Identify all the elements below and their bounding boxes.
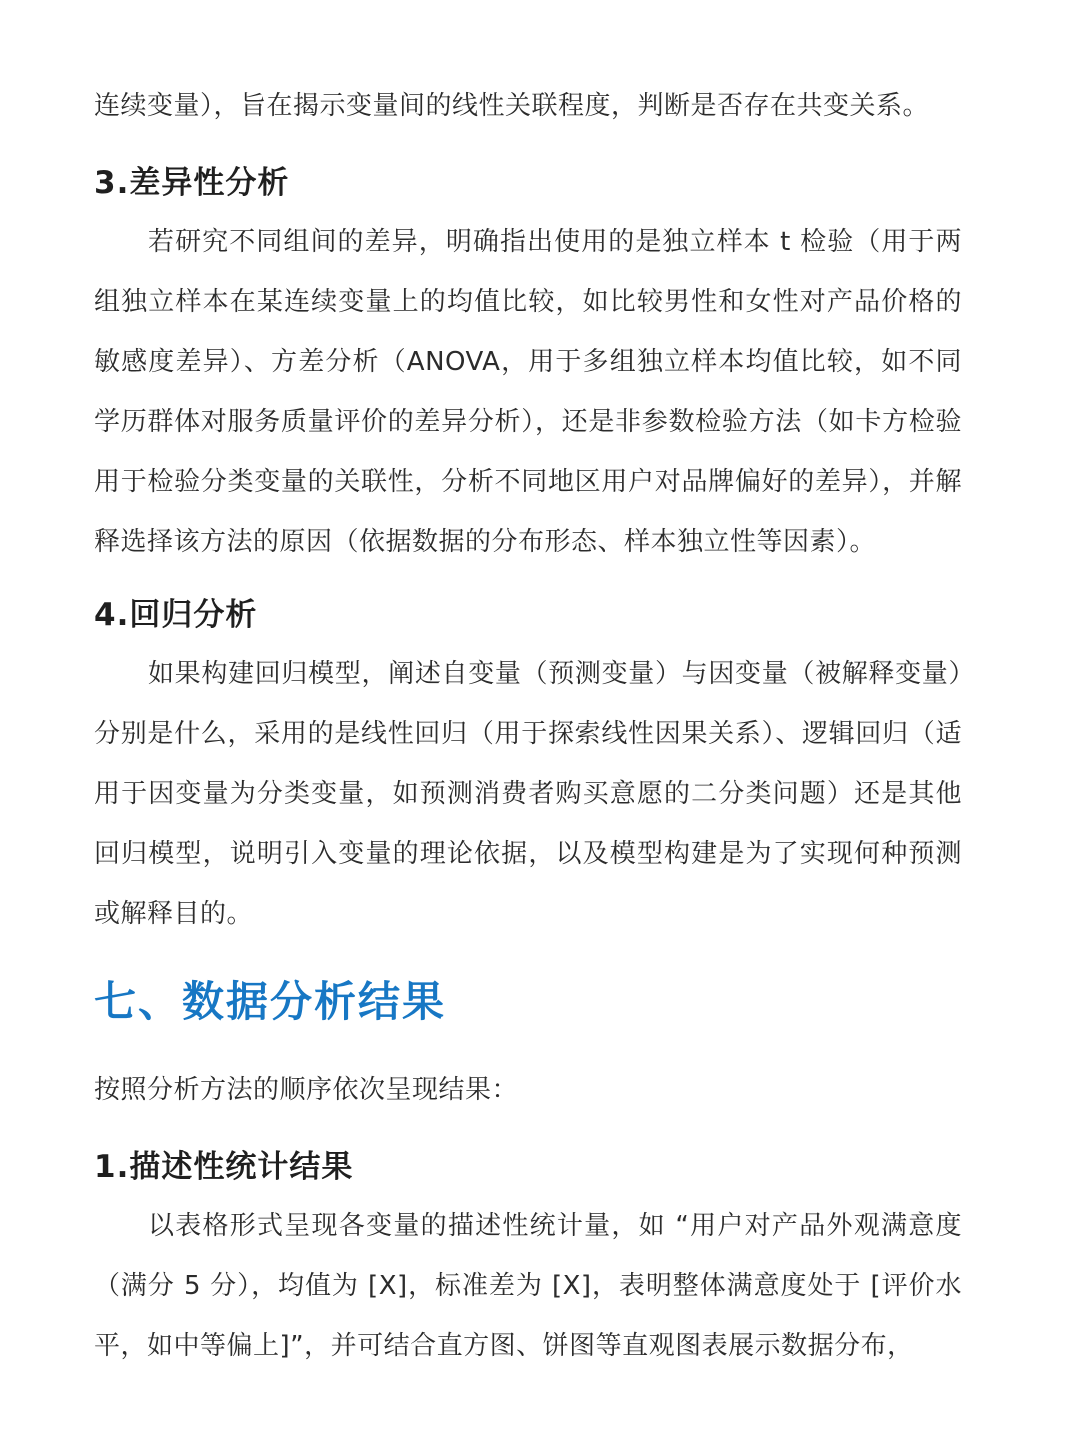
results-section-heading: 七、数据分析结果 [94, 977, 447, 1026]
results-intro-text: 按照分析方法的顺序依次呈现结果： [94, 1075, 519, 1105]
regression-analysis-paragraph: 如果构建回归模型，阐述自变量（预测变量）与因变量（被解释变量）分别是什么，采用的是线性回归（用于探索线性因果关系）、逻辑回归（适用于因变量为分类变量，如预测消费者购买意愿的二分类问题）还是其他回归模型，说明引入变量的理论依据，以及模型构建是为了实现何种预测或解释目的。 [94, 659, 962, 929]
difference-analysis-paragraph: 若研究不同组间的差异，明确指出使用的是独立样本 t 检验（用于两组独立样本在某连续变量上的均值比较，如比较男性和女性对产品价格的敏感度差异）、方差分析（ANOVA，用于多组独立样本均值比较，如不同学历群体对服务质量评价的差异分析），还是非参数检验方法（如卡方检验用于检验分类变量的关联性，分析不同地区用户对品牌偏好的差异），并解释选择该方法的原因（依据数据的分布形态、样本独立性等因素）。 [94, 227, 962, 557]
difference-analysis-heading: 3.差异性分析 [94, 165, 290, 201]
intro-paragraph-tail: 连续变量），旨在揭示变量间的线性关联程度，判断是否存在共变关系。 [94, 91, 930, 121]
descriptive-results-heading: 1.描述性统计结果 [94, 1149, 354, 1185]
descriptive-results-paragraph: 以表格形式呈现各变量的描述性统计量，如 “用户对产品外观满意度（满分 5 分），均值为 [X]，标准差为 [X]，表明整体满意度处于 [评价水平，如中等偏上]”，并可结合直方图、饼图等直观图表展示数据分布， [94, 1211, 962, 1361]
regression-analysis-heading: 4.回归分析 [94, 597, 258, 633]
